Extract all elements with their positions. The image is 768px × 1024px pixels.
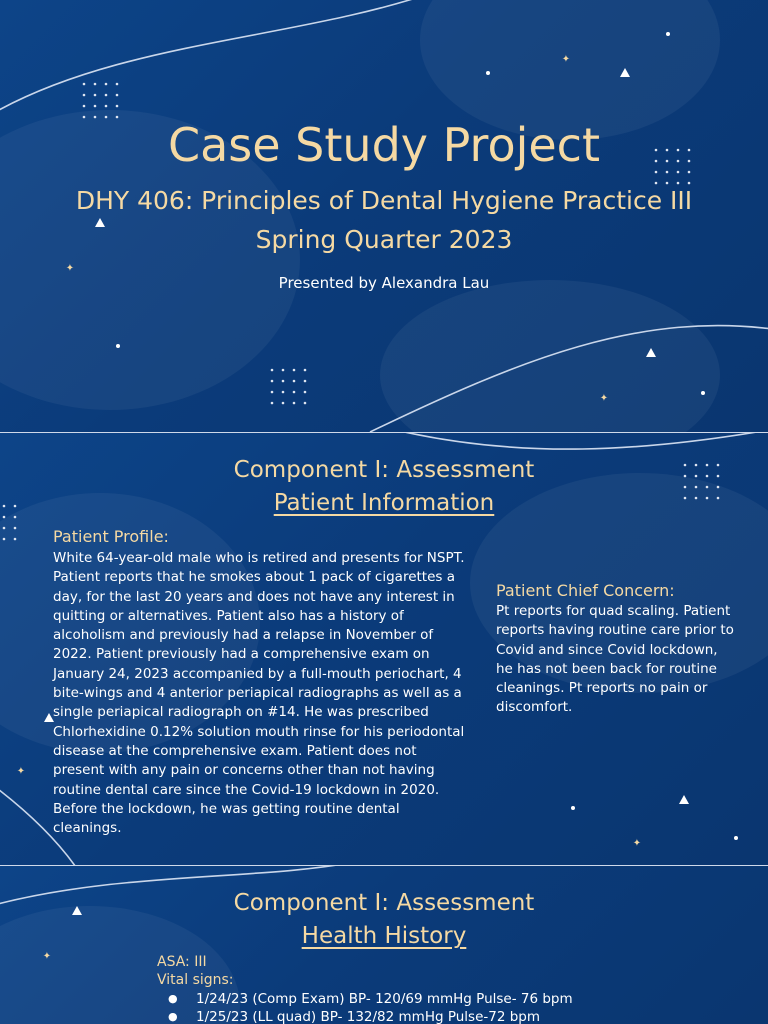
star-dot	[116, 344, 120, 348]
curve-line	[0, 0, 440, 115]
patient-profile-text: White 64-year-old male who is retired and presents for NSPT. Patient reports that he smokes about 1 pack of cigarettes a day, for the last 20 years and does not have any interest in quitting or alternatives. Patient also has a history of alcoholism and previously had a relapse in November of 2022. Patient previously had a comprehensive exam on January 24, 2023 accompanied by a full-mouth periochart, 4 bite-wings and 4 anterior periapical radiographs as well as a single periapical radiograph on #14. He was prescribed Chlorhexidine 0.12% solution mouth rinse for his periodontal disease at the comprehensive exam. Patient does not present with any pain or concerns other than not having routine dental care since the Covid-19 lockdown in 2020. Before the lockdown, he was getting routine dental cleanings.	[53, 550, 465, 837]
term-label: Spring Quarter 2023	[255, 225, 513, 254]
section-heading: Component I: Assessment	[233, 890, 535, 916]
page-title: Case Study Project	[167, 118, 600, 172]
curve-line	[400, 433, 768, 449]
star-dot	[486, 71, 490, 75]
sparkle-icon: ✦	[42, 951, 52, 962]
list-item: ● 1/24/23 (Comp Exam) BP- 120/69 mmHg Pulse- 76 bpm	[166, 990, 573, 1008]
section-heading: Component I: Assessment	[233, 457, 535, 483]
patient-profile-label: Patient Profile:	[53, 527, 169, 546]
section-subheading: Health History	[301, 923, 467, 949]
section-subheading: Patient Information	[273, 490, 495, 516]
presenter-label: Presented by Alexandra Lau	[278, 274, 490, 292]
star-dot	[666, 32, 670, 36]
dot-grid	[83, 83, 119, 119]
star-dot	[701, 391, 705, 395]
course-title: DHY 406: Principles of Dental Hygiene Practice III	[75, 186, 693, 215]
star-dot	[734, 836, 738, 840]
sparkle-icon: ✦	[561, 54, 571, 65]
vital-signs-list	[166, 990, 573, 1024]
list-item: ● 1/25/23 (LL quad) BP- 132/82 mmHg Pulse-72 bpm	[166, 1008, 573, 1024]
chief-concern-label: Patient Chief Concern:	[496, 581, 675, 600]
triangle-icon	[679, 795, 689, 804]
sparkle-icon: ✦	[65, 263, 75, 274]
health-history-slide	[0, 866, 768, 1024]
curve-line	[370, 326, 768, 432]
title-slide	[0, 0, 768, 432]
sparkle-icon: ✦	[599, 393, 609, 404]
patient-information-slide	[0, 433, 768, 865]
sparkle-icon: ✦	[16, 766, 26, 777]
star-dot	[571, 806, 575, 810]
asa-label: ASA: III	[157, 954, 207, 970]
triangle-icon	[646, 348, 656, 357]
sparkle-icon: ✦	[632, 838, 642, 849]
chief-concern-text: Pt reports for quad scaling. Patient reports having routine care prior to Covid and since Covid lockdown, he has not been back for routine cleanings. Pt reports no pain or discomfort.	[496, 603, 734, 716]
triangle-icon	[620, 68, 630, 77]
dot-grid	[271, 369, 307, 405]
vital-signs-label: Vital signs:	[157, 972, 234, 988]
decoration-layer	[0, 0, 768, 432]
